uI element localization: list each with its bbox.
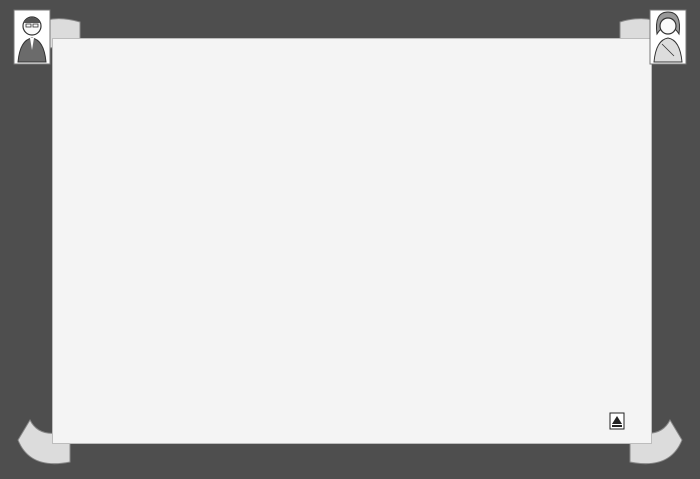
man-figure-icon [8, 4, 56, 68]
publisher-logo-icon [609, 412, 625, 430]
woman-figure-icon [644, 4, 692, 68]
poster-sheet [52, 38, 652, 444]
